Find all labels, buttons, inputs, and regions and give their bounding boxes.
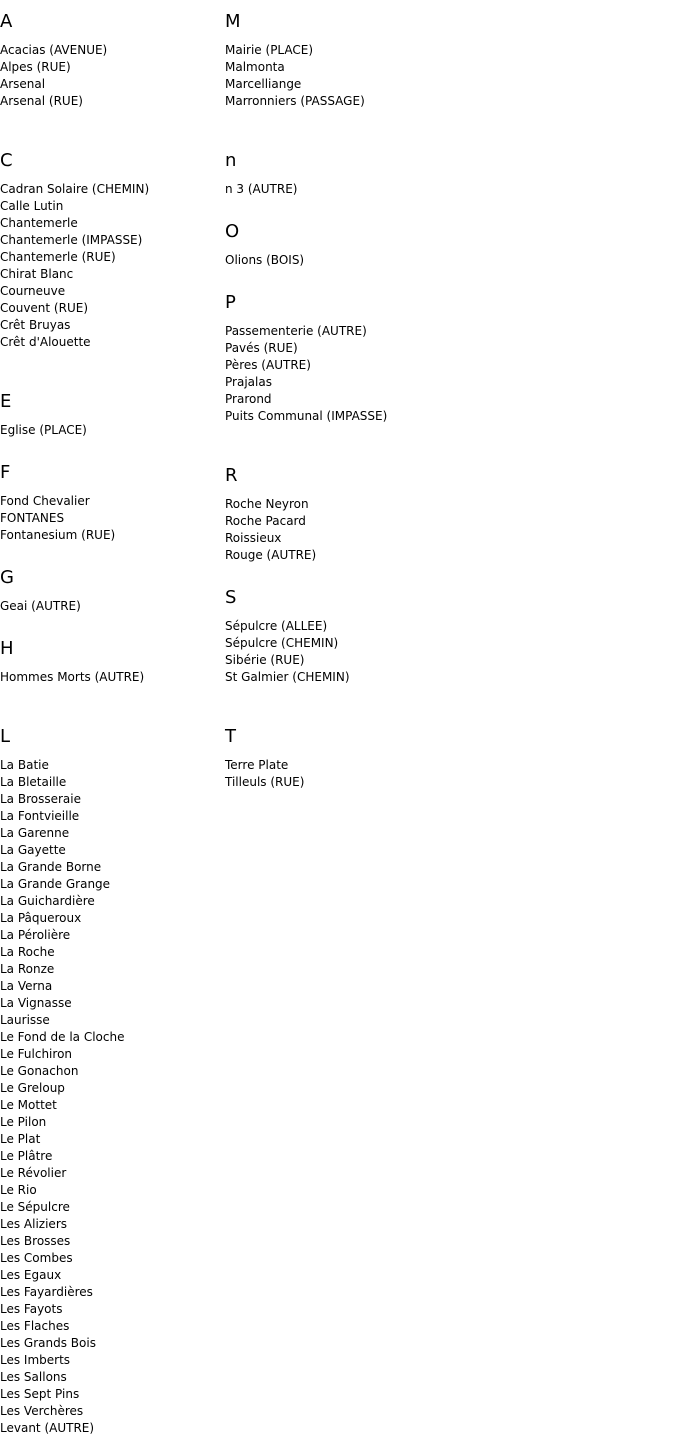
street-link-la-paqueroux[interactable]: La Pâqueroux [0, 911, 82, 925]
letter-heading: L [0, 726, 11, 747]
street-link-le-plat[interactable]: Le Plat [0, 1132, 41, 1146]
street-link-laurisse[interactable]: Laurisse [0, 1013, 50, 1027]
street-link-arsenal[interactable]: Arsenal [0, 77, 46, 91]
street-link-les-sept-pins[interactable]: Les Sept Pins [0, 1387, 80, 1401]
street-link-passementerie-autre[interactable]: Passementerie (AUTRE) [225, 324, 367, 338]
letter-heading: S [225, 587, 237, 608]
letter-heading: n [225, 150, 237, 171]
letter-heading: O [225, 221, 240, 242]
letter-group-e [0, 392, 225, 451]
group-spacer [0, 110, 225, 139]
letter-group-o [225, 222, 675, 281]
street-link-sepulcre-allee[interactable]: Sépulcre (ALLEE) [225, 619, 328, 633]
street-link-n-3-autre[interactable]: n 3 (AUTRE) [225, 182, 298, 196]
street-link-la-bletaille[interactable]: La Bletaille [0, 775, 67, 789]
street-link-le-gonachon[interactable]: Le Gonachon [0, 1064, 79, 1078]
letter-group-m [225, 12, 675, 139]
group-spacer [225, 110, 675, 139]
street-link-fontanesium-rue[interactable]: Fontanesium (RUE) [0, 528, 116, 542]
street-link-roissieux[interactable]: Roissieux [225, 531, 282, 545]
street-link-les-egaux[interactable]: Les Egaux [0, 1268, 62, 1282]
letter-group-t [225, 727, 675, 791]
street-link-chantemerle-impasse[interactable]: Chantemerle (IMPASSE) [0, 233, 143, 247]
letter-heading: C [0, 150, 13, 171]
street-link-prarond[interactable]: Prarond [225, 392, 272, 406]
street-link-alpes-rue[interactable]: Alpes (RUE) [0, 60, 71, 74]
street-link-prajalas[interactable]: Prajalas [225, 375, 272, 389]
street-link-hommes-morts-autre[interactable]: Hommes Morts (AUTRE) [0, 670, 145, 684]
street-list [225, 42, 675, 110]
street-index-left-column [0, 0, 225, 1437]
street-list [225, 323, 675, 425]
street-link-calle-lutin[interactable]: Calle Lutin [0, 199, 64, 213]
street-list [0, 757, 225, 1437]
street-link-les-combes[interactable]: Les Combes [0, 1251, 73, 1265]
street-link-les-brosses[interactable]: Les Brosses [0, 1234, 71, 1248]
street-link-roche-neyron[interactable]: Roche Neyron [225, 497, 309, 511]
street-list [0, 42, 225, 110]
street-list [0, 181, 225, 351]
street-link-la-grande-grange[interactable]: La Grande Grange [0, 877, 111, 891]
group-spacer [225, 564, 675, 576]
street-link-siberie-rue[interactable]: Sibérie (RUE) [225, 653, 305, 667]
letter-heading: A [0, 11, 13, 32]
street-list [0, 422, 225, 439]
street-list [225, 757, 675, 791]
letter-group-r [225, 466, 675, 576]
letter-heading: P [225, 292, 236, 313]
street-link-la-gayette[interactable]: La Gayette [0, 843, 66, 857]
street-link-les-flaches[interactable]: Les Flaches [0, 1319, 70, 1333]
street-link-st-galmier-chemin[interactable]: St Galmier (CHEMIN) [225, 670, 350, 684]
street-link-sepulcre-chemin[interactable]: Sépulcre (CHEMIN) [225, 636, 339, 650]
street-link-marronniers-passage[interactable]: Marronniers (PASSAGE) [225, 94, 365, 108]
street-link-le-rio[interactable]: Le Rio [0, 1183, 37, 1197]
street-link-les-imberts[interactable]: Les Imberts [0, 1353, 71, 1367]
street-list [0, 598, 225, 615]
group-spacer [225, 198, 675, 210]
street-link-cadran-solaire-chemin[interactable]: Cadran Solaire (CHEMIN) [0, 182, 150, 196]
street-link-le-fulchiron[interactable]: Le Fulchiron [0, 1047, 73, 1061]
street-link-la-guichardiere[interactable]: La Guichardière [0, 894, 95, 908]
street-link-la-garenne[interactable]: La Garenne [0, 826, 70, 840]
street-link-acacias-avenue[interactable]: Acacias (AVENUE) [0, 43, 108, 57]
street-link-les-grands-bois[interactable]: Les Grands Bois [0, 1336, 96, 1350]
street-list [225, 496, 675, 564]
group-spacer [225, 269, 675, 281]
street-link-terre-plate[interactable]: Terre Plate [225, 758, 289, 772]
letter-heading: E [0, 391, 12, 412]
letter-group-n [225, 151, 675, 210]
street-link-chantemerle-rue[interactable]: Chantemerle (RUE) [0, 250, 116, 264]
street-link-geai-autre[interactable]: Geai (AUTRE) [0, 599, 81, 613]
street-link-la-peroliere[interactable]: La Pérolière [0, 928, 71, 942]
letter-heading: H [0, 638, 14, 659]
letter-heading: T [225, 726, 236, 747]
street-link-les-fayots[interactable]: Les Fayots [0, 1302, 63, 1316]
street-link-cret-bruyas[interactable]: Crêt Bruyas [0, 318, 71, 332]
street-link-marcelliange[interactable]: Marcelliange [225, 77, 302, 91]
letter-group-h [0, 639, 225, 715]
street-link-mairie-place[interactable]: Mairie (PLACE) [225, 43, 314, 57]
street-link-la-grande-borne[interactable]: La Grande Borne [0, 860, 102, 874]
street-link-fond-chevalier[interactable]: Fond Chevalier [0, 494, 90, 508]
street-link-chirat-blanc[interactable]: Chirat Blanc [0, 267, 74, 281]
street-link-la-verna[interactable]: La Verna [0, 979, 53, 993]
letter-group-c [0, 151, 225, 380]
street-link-la-batie[interactable]: La Batie [0, 758, 49, 772]
street-link-eglise-place[interactable]: Eglise (PLACE) [0, 423, 87, 437]
street-link-le-pilon[interactable]: Le Pilon [0, 1115, 47, 1129]
street-link-fontanes[interactable]: FONTANES [0, 511, 65, 525]
street-link-olions-bois[interactable]: Olions (BOIS) [225, 253, 305, 267]
street-link-peres-autre[interactable]: Pères (AUTRE) [225, 358, 311, 372]
street-list [0, 669, 225, 686]
street-list [225, 252, 675, 269]
street-link-les-aliziers[interactable]: Les Aliziers [0, 1217, 68, 1231]
street-link-puits-communal-impasse[interactable]: Puits Communal (IMPASSE) [225, 409, 388, 423]
street-link-le-platre[interactable]: Le Plâtre [0, 1149, 53, 1163]
street-link-rouge-autre[interactable]: Rouge (AUTRE) [225, 548, 317, 562]
street-link-le-greloup[interactable]: Le Greloup [0, 1081, 65, 1095]
street-link-chantemerle[interactable]: Chantemerle [0, 216, 78, 230]
street-index-right-column [225, 0, 675, 791]
street-link-la-ronze[interactable]: La Ronze [0, 962, 55, 976]
street-link-les-vercheres[interactable]: Les Verchères [0, 1404, 84, 1418]
street-link-le-sepulcre[interactable]: Le Sépulcre [0, 1200, 70, 1214]
street-link-courneuve[interactable]: Courneuve [0, 284, 66, 298]
group-spacer [0, 351, 225, 380]
street-list [225, 618, 675, 686]
street-link-le-revolier[interactable]: Le Révolier [0, 1166, 67, 1180]
street-link-roche-pacard[interactable]: Roche Pacard [225, 514, 306, 528]
street-link-le-mottet[interactable]: Le Mottet [0, 1098, 57, 1112]
street-list [225, 181, 675, 198]
street-link-la-roche[interactable]: La Roche [0, 945, 55, 959]
letter-heading: M [225, 11, 241, 32]
street-link-la-fontvieille[interactable]: La Fontvieille [0, 809, 80, 823]
street-link-les-sallons[interactable]: Les Sallons [0, 1370, 67, 1384]
group-spacer [225, 686, 675, 715]
street-link-le-fond-de-la-cloche[interactable]: Le Fond de la Cloche [0, 1030, 125, 1044]
street-link-malmonta[interactable]: Malmonta [225, 60, 285, 74]
street-link-la-brosseraie[interactable]: La Brosseraie [0, 792, 81, 806]
letter-group-p [225, 293, 675, 454]
letter-group-f [0, 463, 225, 556]
group-spacer [0, 544, 225, 556]
group-spacer [0, 439, 225, 451]
letter-heading: F [0, 462, 11, 483]
street-link-levant-autre[interactable]: Levant (AUTRE) [0, 1421, 95, 1435]
letter-heading: G [0, 567, 14, 588]
street-link-paves-rue[interactable]: Pavés (RUE) [225, 341, 298, 355]
street-link-tilleuls-rue[interactable]: Tilleuls (RUE) [225, 775, 305, 789]
letter-group-s [225, 588, 675, 715]
group-spacer [0, 615, 225, 627]
street-link-la-vignasse[interactable]: La Vignasse [0, 996, 72, 1010]
street-link-les-fayardieres[interactable]: Les Fayardières [0, 1285, 93, 1299]
letter-group-a [0, 12, 225, 139]
street-link-arsenal-rue[interactable]: Arsenal (RUE) [0, 94, 83, 108]
group-spacer [225, 425, 675, 454]
letter-heading: R [225, 465, 238, 486]
letter-group-g [0, 568, 225, 627]
group-spacer [0, 686, 225, 715]
street-link-couvent-rue[interactable]: Couvent (RUE) [0, 301, 89, 315]
street-list [0, 493, 225, 544]
letter-group-l [0, 727, 225, 1437]
street-link-cret-d-alouette[interactable]: Crêt d'Alouette [0, 335, 91, 349]
